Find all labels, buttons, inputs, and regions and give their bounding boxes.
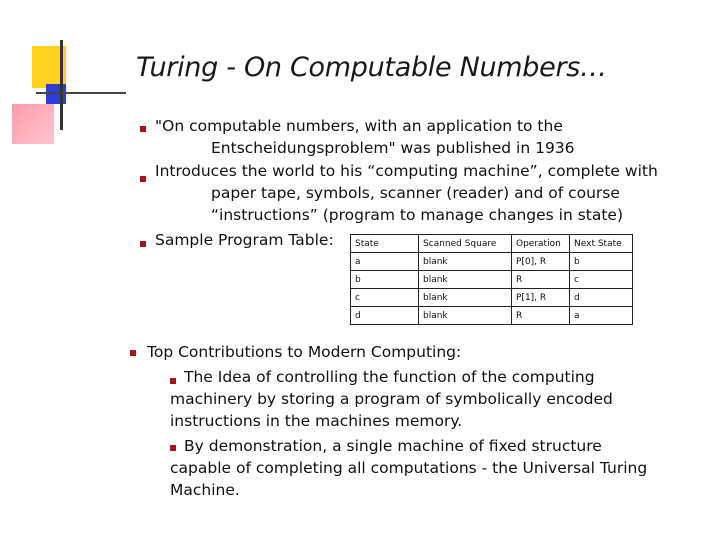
sub-bullet-2-line-1: By demonstration, a single machine of fixed structure (184, 437, 602, 455)
bullet-marker (140, 176, 146, 182)
table-cell: blank (419, 307, 512, 325)
bullet-4-text: Top Contributions to Modern Computing: (147, 343, 462, 361)
decor-pink-square (12, 104, 54, 144)
bullet-marker (170, 445, 176, 451)
bullet-2-line-3: “instructions” (program to manage changes in state) (211, 206, 624, 224)
bullet-3-text: Sample Program Table: (155, 231, 334, 249)
table-cell: P[1], R (512, 289, 570, 307)
table-cell: R (512, 307, 570, 325)
bullet-marker (140, 126, 146, 132)
table-header-cell: Next State (570, 235, 633, 253)
table-cell: blank (419, 253, 512, 271)
table-header-cell: Operation (512, 235, 570, 253)
sub-bullet-2-line-3: Machine. (170, 481, 240, 499)
sub-bullet-1-line-1: The Idea of controlling the function of the computing (184, 368, 595, 386)
table-cell: a (570, 307, 633, 325)
bullet-2-line-1: Introduces the world to his “computing machine”, complete with (155, 162, 658, 180)
bullet-1-line-1: "On computable numbers, with an application to the (155, 117, 563, 135)
table-cell: R (512, 271, 570, 289)
table-cell: a (351, 253, 419, 271)
sub-bullet-2-line-2: capable of completing all computations - the Universal Turing (170, 459, 648, 477)
decor-blue-square (46, 84, 66, 104)
decor-vertical-line (60, 40, 63, 130)
table-row (351, 271, 633, 289)
table-cell: c (351, 289, 419, 307)
table-header-row (351, 235, 633, 253)
table-cell: P[0], R (512, 253, 570, 271)
table-cell: d (570, 289, 633, 307)
table-cell: b (351, 271, 419, 289)
bullet-1-line-2: Entscheidungsproblem" was published in 1936 (211, 139, 575, 157)
table-header-cell: Scanned Square (419, 235, 512, 253)
table-cell: c (570, 271, 633, 289)
bullet-2-line-2: paper tape, symbols, scanner (reader) and of course (211, 184, 620, 202)
sub-bullet-1-line-2: machinery by storing a program of symbolically encoded (170, 390, 613, 408)
table-row (351, 307, 633, 325)
decor-horizontal-line (36, 92, 126, 94)
bullet-marker (140, 241, 146, 247)
table-cell: blank (419, 289, 512, 307)
sub-bullet-1-line-3: instructions in the machines memory. (170, 412, 463, 430)
table-cell: d (351, 307, 419, 325)
table-row (351, 289, 633, 307)
table-cell: b (570, 253, 633, 271)
table-cell: blank (419, 271, 512, 289)
program-table (350, 234, 633, 325)
table-header-cell: State (351, 235, 419, 253)
bullet-marker (170, 378, 176, 384)
slide-title: Turing - On Computable Numbers… (136, 52, 607, 83)
bullet-marker (130, 350, 136, 356)
table-row (351, 253, 633, 271)
